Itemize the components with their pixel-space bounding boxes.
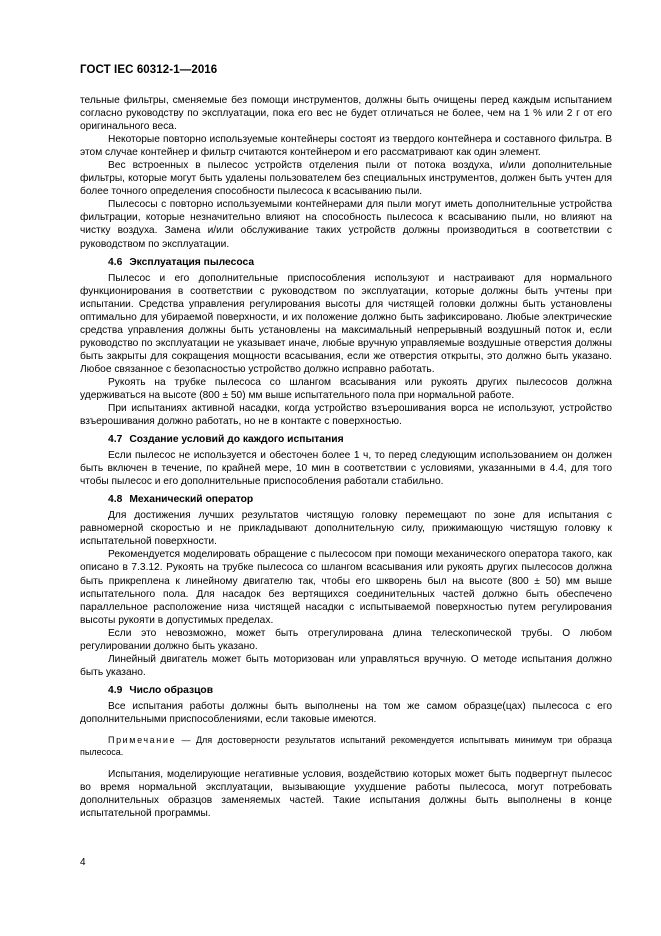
paragraph: Линейный двигатель может быть моторизован или управляться вручную. О методе испытания должно быть указано.: [80, 653, 612, 678]
paragraph: Если пылесос не используется и обесточен более 1 ч, то перед следующим использованием он должен быть включен в течение, по крайней мере, 10 мин в соответствии с условиями, указанными в 4.4, для того чтобы пылесос и его дополнительные приспособления работали стабильно.: [80, 450, 612, 488]
section-number: 4.9: [108, 684, 123, 696]
note-text: — Для достоверности результатов испытаний рекомендуется испытывать минимум три образца пылесоса.: [80, 734, 612, 757]
section-number: 4.6: [108, 256, 123, 268]
paragraph: Пылесос и его дополнительные приспособления используют и настраивают для нормального функционирования в соответствии с руководством по эксплуатации, которые должны быть учтены при испытании. Средства управления регулирования высоты для чистящей головки должны быть установлены оптимально для убираемой поверхности, и их положение должно быть зафиксировано. Любые электрические средства управления должны быть установлены на максимальный непрерывный воздушный поток и, если руководство по эксплуатации не указывает иначе, любые вручную управляемые воздушные отверстия должны быть закрыты для сокращения мощности всасывания, если же отверстия открыты, это должно быть указано. Любое связанное с безопасностью устройство должно исправно работать.: [80, 272, 612, 375]
section-heading-4-7: [80, 433, 612, 446]
paragraph: Вес встроенных в пылесос устройств отделения пыли от потока воздуха, и/или дополнительные фильтры, которые могут быть удалены пользователем без специальных инструментов, должен быть учтен для более точного определения способности пылесоса к всасыванию пыли.: [80, 160, 612, 198]
document-header: ГОСТ IEC 60312-1—2016: [80, 64, 218, 76]
section-heading-4-8: [80, 493, 612, 506]
paragraph: Рекомендуется моделировать обращение с пылесосом при помощи механического оператора такого, как описано в 7.3.12. Рукоять на трубке пылесоса со шлангом всасывания или рукоять других пылесосов должна быть прикреплена к линейному двигателю так, чтобы его шкворень был на высоте (800 ± 50) мм выше испытательного пола. Для насадок без вертящихся соединительных частей должно быть обеспечено параллельное расположение низа чистящей насадки с испытываемой поверхностью путем регулирования высоты рукояти в допустимых пределах.: [80, 549, 612, 626]
paragraph: Рукоять на трубке пылесоса со шлангом всасывания или рукоять других пылесосов должна удерживаться на высоте (800 ± 50) мм выше испытательного пола при нормальной работе.: [80, 376, 612, 401]
section-number: 4.7: [108, 434, 123, 446]
section-title: Механический оператор: [129, 494, 254, 506]
paragraph: Все испытания работы должны быть выполнены на том же самом образце(цах) пылесоса с его дополнительными приспособлениями, если таковые имеются.: [80, 700, 612, 725]
paragraph: тельные фильтры, сменяемые без помощи инструментов, должны быть очищены перед каждым испытанием согласно руководству по эксплуатации, пока его вес не будет отличаться не более, чем на 1 % или 2 г от его оригинального веса.: [80, 95, 612, 133]
section-title: Эксплуатация пылесоса: [129, 256, 255, 268]
paragraph: Пылесосы с повторно используемыми контейнерами для пыли могут иметь дополнительные устройства фильтрации, которые незначительно влияют на способность пылесоса к всасыванию пыли, но влияют на чистку воздуха. Замена и/или обслуживание таких устройств должны производиться в соответствии с руководством по эксплуатации.: [80, 199, 612, 250]
page-content: [80, 94, 612, 820]
paragraph: Для достижения лучших результатов чистящую головку перемещают по зоне для испытания с равномерной скоростью и не прикладывают дополнительную силу, прижимающую чистящую головку к испытательной поверхности.: [80, 510, 612, 548]
paragraph: Некоторые повторно используемые контейнеры состоят из твердого контейнера и составного фильтра. В этом случае контейнер и фильтр считаются контейнером и его рассматривают как один элемент.: [80, 134, 612, 159]
note-label: Примечание: [108, 734, 177, 745]
section-number: 4.8: [108, 494, 123, 506]
section-title: Создание условий до каждого испытания: [129, 434, 344, 446]
paragraph: Испытания, моделирующие негативные условия, воздействию которых может быть подвергнут пылесос во время нормальной эксплуатации, вызывающие ухудшение работы пылесоса, могут потребовать дополнительных образцов заменяемых частей. Такие испытания должны быть выполнены в конце испытательной программы.: [80, 768, 612, 820]
section-heading-4-9: [80, 684, 612, 697]
paragraph: При испытаниях активной насадки, когда устройство взъерошивания ворса не используют, устройство взъерошивания должно работать, но не в контакте с поверхностью.: [80, 403, 612, 428]
paragraph: Если это невозможно, может быть отрегулирована длина телескопической трубы. О любом регулировании должно быть указано.: [80, 627, 612, 652]
section-title: Число образцов: [129, 684, 214, 696]
section-heading-4-6: [80, 256, 612, 269]
note: [80, 734, 612, 758]
page-number: 4: [80, 857, 86, 868]
